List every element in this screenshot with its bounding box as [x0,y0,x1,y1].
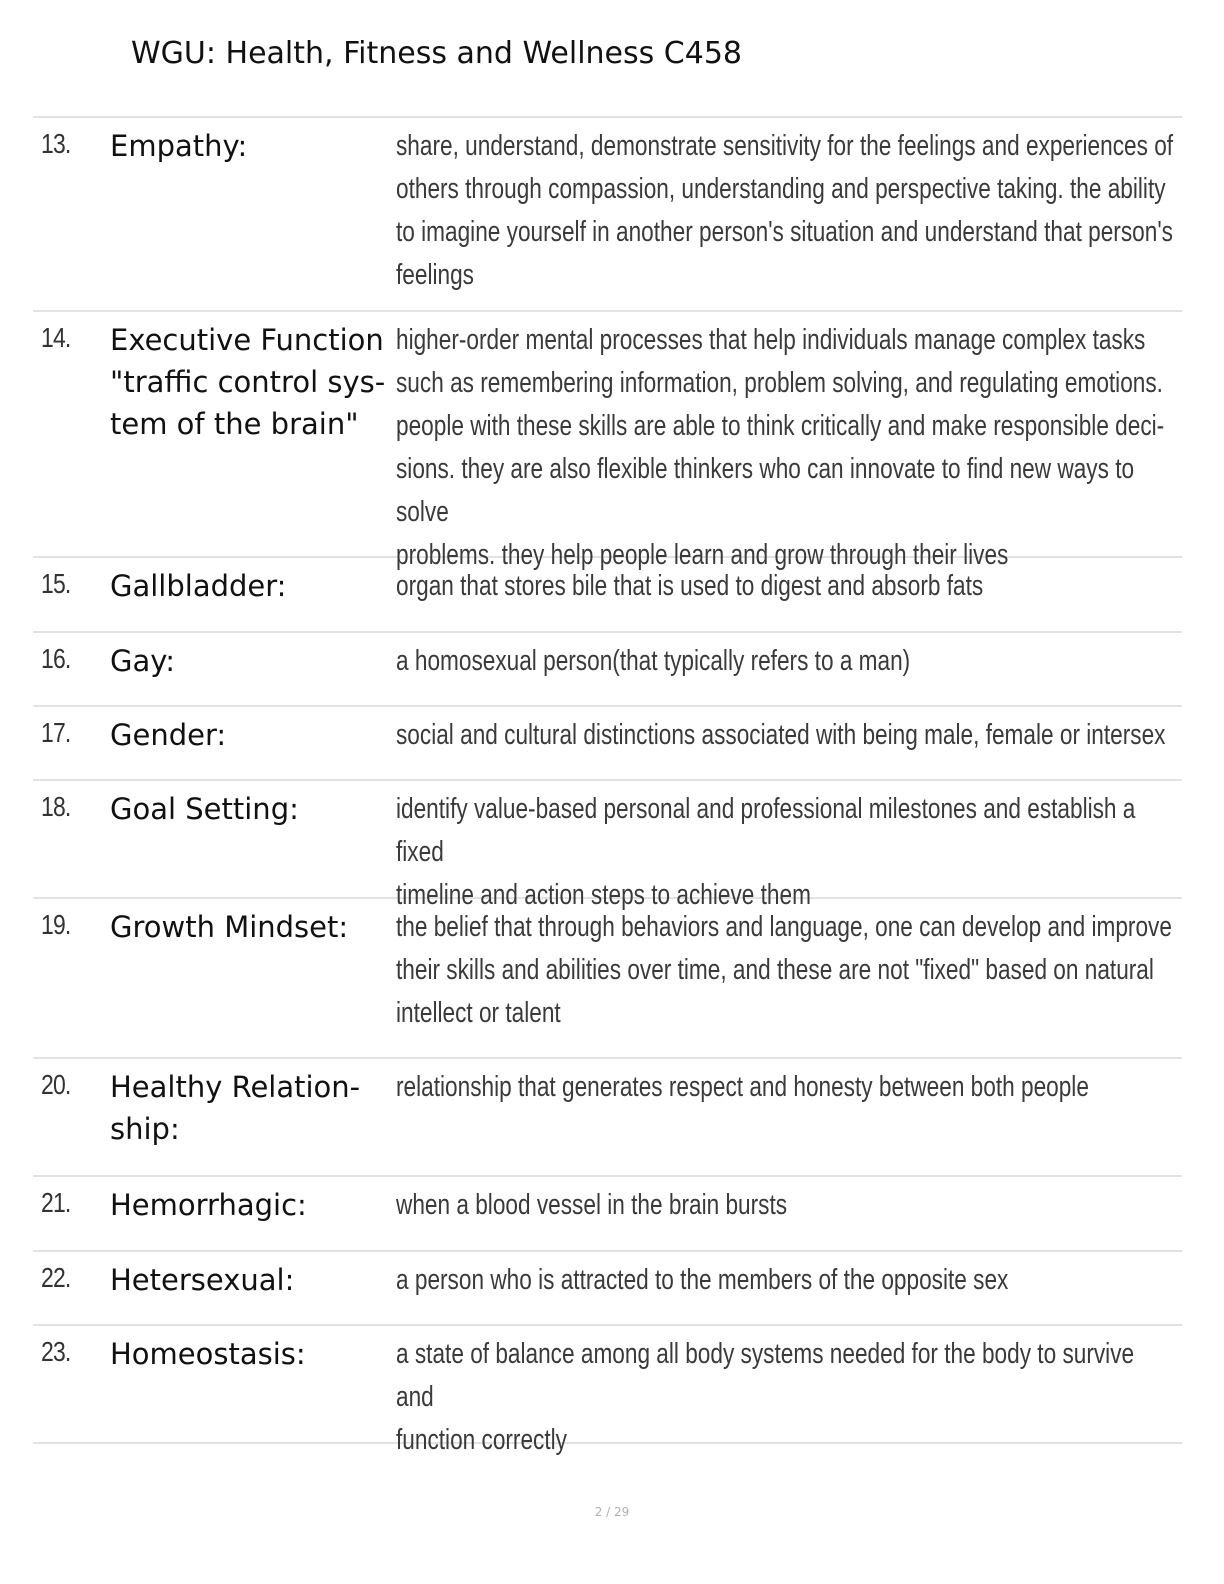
term-row [33,899,1182,1059]
page-number: 2 / 29 [594,1505,630,1519]
terms-list [33,116,1182,1456]
term-number: 18. [41,791,71,822]
page-title: WGU: Health, Fitness and Wellness C458 [131,36,743,71]
term-row [33,312,1182,571]
term-definition: the belief that through behaviors and language, one can develop and improve their skills and abilities over time, and these are not "fixed" based on natural intellect or talent [396,911,1172,1029]
term-definition: a person who is attracted to the members of the opposite sex [396,1264,1009,1296]
term-definition: organ that stores bile that is used to digest and absorb fats [396,570,984,602]
term-row [33,1252,1182,1326]
term-definition: relationship that generates respect and honesty between both people [396,1071,1089,1103]
term-row [33,633,1182,707]
term-number: 16. [41,643,71,674]
term-label: Hemorrhagic: [110,1188,307,1222]
term-number: 21. [41,1187,71,1218]
term-row [33,1177,1182,1252]
term-number: 15. [41,568,71,599]
term-row [33,1059,1182,1177]
term-number: 17. [41,717,71,748]
term-label: Gallbladder: [110,569,287,603]
term-number: 19. [41,909,71,940]
term-label: Hetersexual: [110,1263,295,1297]
term-row [33,1326,1182,1456]
term-label: Healthy Relation- ship: [110,1070,361,1146]
term-definition: social and cultural distinctions associated with being male, female or intersex [396,719,1166,751]
term-label: Goal Setting: [110,792,299,826]
term-number: 22. [41,1262,71,1293]
term-number: 20. [41,1069,71,1100]
term-row [33,707,1182,781]
term-label: Executive Function "traffic control sys- tem of the brain" [110,323,386,441]
term-row [33,118,1182,312]
term-label: Growth Mindset: [110,910,349,944]
term-number: 23. [41,1336,71,1367]
term-number: 13. [41,128,71,159]
term-label: Homeostasis: [110,1337,306,1371]
term-definition: a state of balance among all body systems needed for the body to survive and function correctly [396,1338,1135,1456]
term-definition: a homosexual person(that typically refers to a man) [396,645,911,677]
term-definition: higher-order mental processes that help individuals manage complex tasks such as remembering information, problem solving, and regulating emotions. people with these skills are able to think critically and make responsible deci- sions. they are also flexible thinkers who can innovate to find new ways to solve problems. they help people learn and grow through their lives [396,324,1165,571]
term-number: 14. [41,322,71,353]
term-row [33,558,1182,633]
term-definition: share, understand, demonstrate sensitivity for the feelings and experiences of others through compassion, understanding and perspective taking. the ability to imagine yourself in another person's situation and understand that person's feelings [396,130,1174,291]
term-label: Empathy: [110,129,248,163]
term-label: Gender: [110,718,227,752]
term-definition: when a blood vessel in the brain bursts [396,1189,788,1221]
term-definition: identify value-based personal and professional milestones and establish a fixed timeline and action steps to achieve them [396,793,1136,911]
term-row [33,781,1182,911]
term-label: Gay: [110,644,176,678]
